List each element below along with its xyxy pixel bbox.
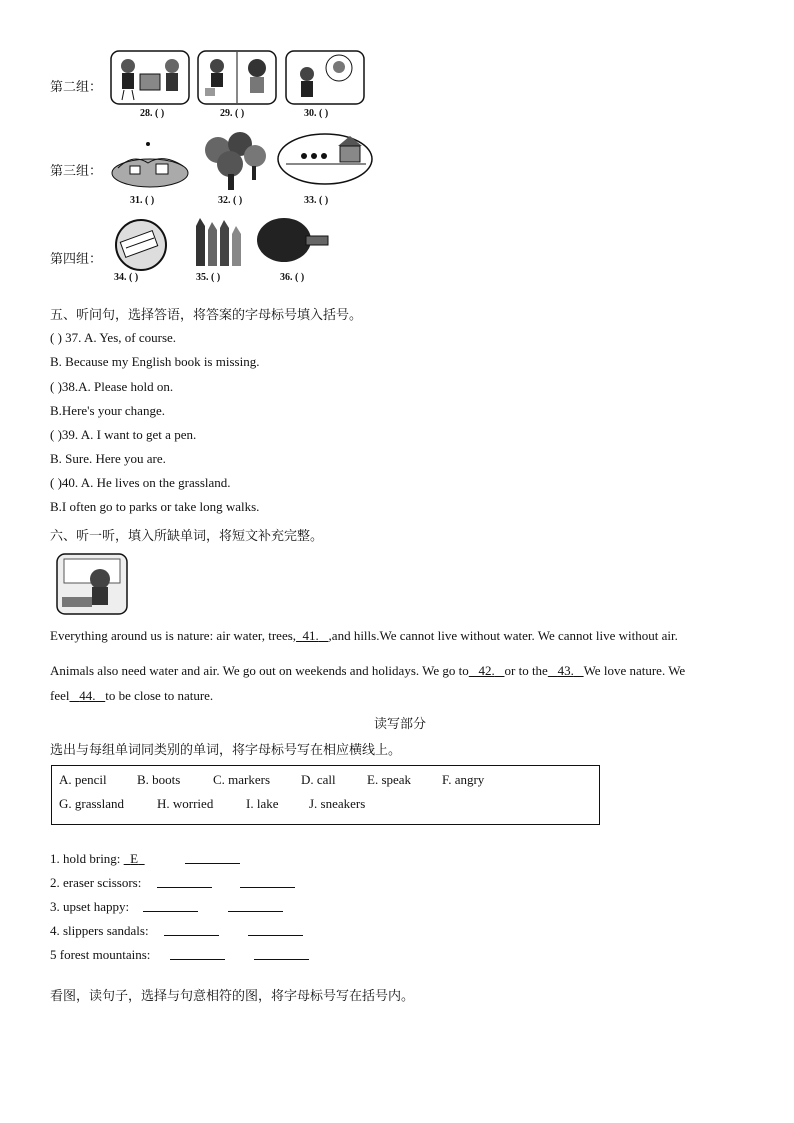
picture-36	[256, 216, 330, 266]
rw-heading: 读写部分	[374, 717, 427, 732]
q37-b: B. Because my English book is missing.	[50, 354, 260, 369]
q3-blank-2[interactable]	[228, 899, 283, 912]
picture-33	[276, 132, 374, 187]
q39-b: B. Sure. Here you are.	[50, 451, 166, 466]
item-32: 32. ( )	[218, 195, 243, 206]
option-h: H. worried	[157, 796, 214, 811]
passage-line-1: Everything around us is nature: air water, trees, 41. ,and hills.We cannot live without water. We cannot live without air.	[50, 628, 678, 643]
option-c: C. markers	[213, 772, 271, 787]
option-b: B. boots	[137, 772, 181, 787]
blank-44[interactable]: 44.	[79, 688, 96, 703]
rw-instruction: 选出与每组单词同类别的单词，将字母标号写在相应横线上。	[50, 743, 402, 758]
item-30: 30. ( )	[304, 108, 329, 119]
group-3-label: 第三组：	[50, 164, 103, 179]
final-instruction: 看图，读句子，选择与句意相符的图，将字母标号写在括号内。	[50, 989, 415, 1004]
q4-blank-2[interactable]	[248, 923, 303, 936]
item-35: 35. ( )	[196, 272, 221, 283]
q40-a: ( )40. A. He lives on the grassland.	[50, 475, 231, 490]
rw-q4: 4. slippers sandals:	[50, 923, 149, 938]
passage-line-2: Animals also need water and air. We go out on weekends and holidays. We go to 42. or to the 43. We love nature. We	[50, 663, 686, 678]
option-j: J. sneakers	[309, 796, 366, 811]
group-4-label: 第四组：	[50, 252, 103, 267]
picture-28	[110, 50, 190, 105]
q2-blank-1[interactable]	[157, 875, 212, 888]
picture-32	[200, 132, 270, 192]
picture-29	[197, 50, 277, 105]
picture-34	[112, 218, 170, 272]
q5-blank-1[interactable]	[170, 947, 225, 960]
q38-a: ( )38.A. Please hold on.	[50, 379, 174, 394]
passage-line-3: feel 44. to be close to nature.	[50, 688, 214, 703]
section5-title: 五、听问句，选择答语，将答案的字母标号填入括号。	[50, 308, 363, 323]
picture-nature-girl	[56, 553, 128, 615]
blank-43[interactable]: 43.	[557, 663, 574, 678]
picture-35	[190, 216, 250, 268]
item-31: 31. ( )	[130, 195, 155, 206]
section6-title: 六、听一听，填入所缺单词，将短文补充完整。	[50, 529, 324, 544]
item-36: 36. ( )	[280, 272, 305, 283]
picture-31	[108, 138, 193, 193]
item-34: 34. ( )	[114, 272, 139, 283]
item-28: 28. ( )	[140, 108, 165, 119]
rw-q5: 5 forest mountains:	[50, 947, 151, 962]
q1-blank-2[interactable]	[185, 851, 240, 864]
blank-41[interactable]: 41.	[302, 628, 319, 643]
q38-b: B.Here's your change.	[50, 403, 165, 418]
option-d: D. call	[301, 772, 336, 787]
q37-a: ( ) 37. A. Yes, of course.	[50, 330, 177, 345]
q1-answer[interactable]: E	[130, 851, 139, 866]
rw-q3: 3. upset happy:	[50, 899, 130, 914]
q4-blank-1[interactable]	[164, 923, 219, 936]
blank-42[interactable]: 42.	[478, 663, 495, 678]
q2-blank-2[interactable]	[240, 875, 295, 888]
option-g: G. grassland	[59, 796, 124, 811]
picture-30	[285, 50, 365, 105]
rw-q2: 2. eraser scissors:	[50, 875, 142, 890]
item-33: 33. ( )	[304, 195, 329, 206]
q5-blank-2[interactable]	[254, 947, 309, 960]
option-e: E. speak	[367, 772, 412, 787]
item-29: 29. ( )	[220, 108, 245, 119]
q3-blank-1[interactable]	[143, 899, 198, 912]
q40-b: B.I often go to parks or take long walks.	[50, 499, 260, 514]
group-2-label: 第二组：	[50, 80, 103, 95]
option-i: I. lake	[246, 796, 279, 811]
q39-a: ( )39. A. I want to get a pen.	[50, 427, 197, 442]
option-f: F. angry	[442, 772, 485, 787]
rw-q1: 1. hold bring: E	[50, 851, 145, 867]
option-a: A. pencil	[59, 772, 107, 787]
